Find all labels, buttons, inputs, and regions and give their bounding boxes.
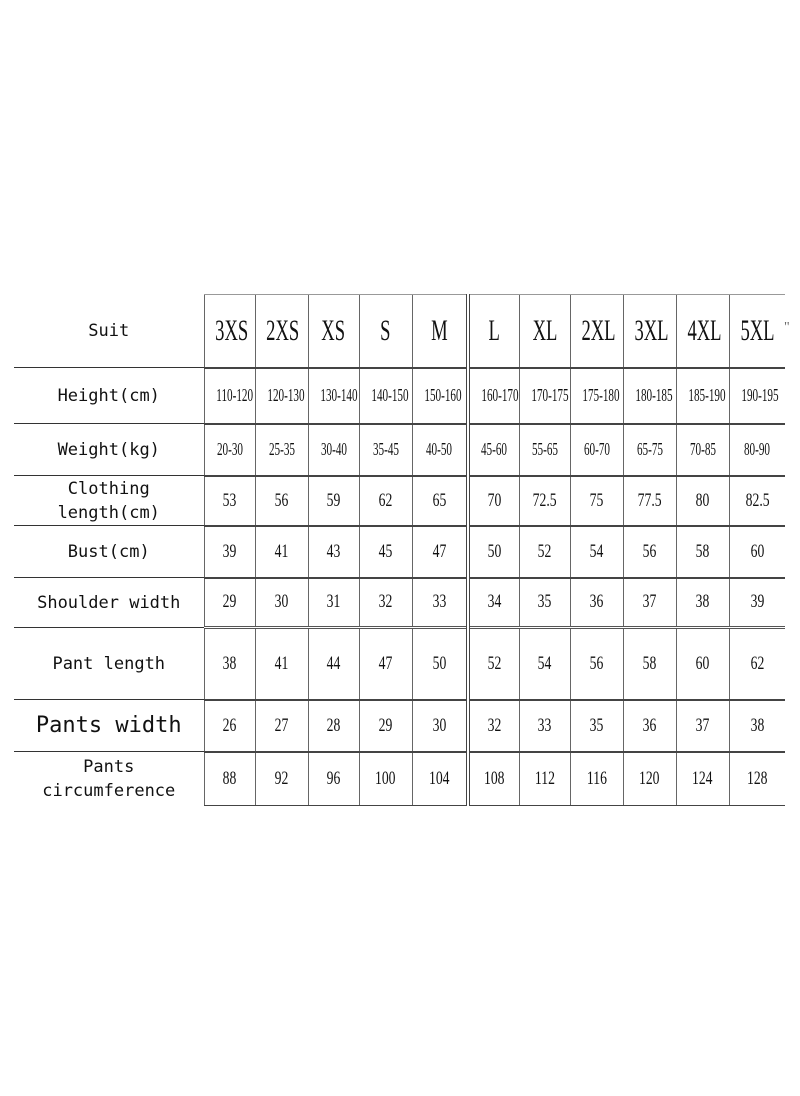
measurement-cell <box>255 476 308 526</box>
measurement-cell <box>359 476 412 526</box>
measurement-value: 175-180 <box>581 385 620 405</box>
measurement-cell <box>468 368 519 424</box>
measurement-cell <box>519 526 570 578</box>
measurement-label: Shoulder width <box>14 578 204 628</box>
measurement-value: 128 <box>746 767 768 789</box>
measurement-value: 38 <box>695 591 710 613</box>
measurement-value: 52 <box>487 652 502 674</box>
measurement-value: 150-160 <box>423 385 462 405</box>
measurement-value: 120-130 <box>266 385 305 405</box>
measurement-cell <box>204 700 255 752</box>
measurement-value: 120 <box>639 767 660 789</box>
measurement-row <box>14 526 785 578</box>
measurement-cell <box>519 424 570 476</box>
size-header-label: 2XL <box>580 313 616 347</box>
measurement-value: 58 <box>695 540 710 562</box>
measurement-value: 32 <box>378 591 393 613</box>
measurement-cell <box>308 368 359 424</box>
measurement-cell <box>676 628 729 700</box>
measurement-cell <box>570 752 623 806</box>
measurement-cell <box>412 700 468 752</box>
measurement-cell <box>623 700 676 752</box>
size-header-label: 4XL <box>686 313 722 347</box>
measurement-cell <box>468 628 519 700</box>
measurement-cell <box>412 424 468 476</box>
measurement-value: 32 <box>487 714 502 736</box>
size-header-label: L <box>488 313 500 347</box>
measurement-value: 62 <box>750 652 765 674</box>
measurement-cell <box>359 700 412 752</box>
measurement-value: 70 <box>487 489 502 511</box>
measurement-cell <box>519 578 570 628</box>
size-header-cell <box>676 295 729 368</box>
measurement-label: Pants circumference <box>42 756 176 801</box>
measurement-cell <box>676 578 729 628</box>
measurement-cell <box>255 578 308 628</box>
measurement-cell <box>204 526 255 578</box>
measurement-value: 45-60 <box>481 439 508 459</box>
measurement-cell <box>676 368 729 424</box>
measurement-value: 80 <box>695 489 710 511</box>
measurement-cell <box>412 476 468 526</box>
measurement-value: 34 <box>487 591 502 613</box>
measurement-value: 26 <box>222 714 237 736</box>
measurement-value: 55-65 <box>531 439 558 459</box>
measurement-cell <box>729 628 785 700</box>
measurement-value: 35 <box>537 591 552 613</box>
measurement-cell <box>519 628 570 700</box>
measurement-cell <box>519 476 570 526</box>
measurement-cell <box>729 700 785 752</box>
measurement-value: 35 <box>589 714 604 736</box>
size-header-label: 5XL <box>740 313 775 347</box>
measurement-row <box>14 752 785 806</box>
measurement-value: 75 <box>589 489 604 511</box>
measurement-value: 52 <box>537 540 552 562</box>
measurement-value: 180-185 <box>634 385 673 405</box>
measurement-value: 80-90 <box>744 439 771 459</box>
measurement-value: 36 <box>642 714 657 736</box>
measurement-value: 20-30 <box>216 439 243 459</box>
size-header-cell <box>204 295 255 368</box>
measurement-value: 170-175 <box>530 385 569 405</box>
size-header-label: XS <box>321 313 346 347</box>
measurement-cell <box>255 368 308 424</box>
measurement-cell <box>204 578 255 628</box>
measurement-cell <box>729 368 785 424</box>
measurement-value: 45 <box>378 540 393 562</box>
measurement-label: Pant length <box>14 628 204 700</box>
measurement-label: Height(cm) <box>14 368 204 424</box>
measurement-cell <box>623 424 676 476</box>
measurement-value: 37 <box>642 591 657 613</box>
measurement-cell <box>204 368 255 424</box>
suit-header-label: Suit <box>14 295 204 368</box>
measurement-cell <box>204 752 255 806</box>
measurement-cell <box>255 526 308 578</box>
size-header-cell <box>308 295 359 368</box>
cropped-edge-mark: " <box>784 320 790 335</box>
measurement-value: 30 <box>432 714 447 736</box>
measurement-cell <box>204 476 255 526</box>
measurement-cell <box>676 424 729 476</box>
size-header-label: 2XS <box>265 313 299 347</box>
measurement-value: 33 <box>432 591 447 613</box>
measurement-cell <box>468 526 519 578</box>
measurement-cell <box>308 700 359 752</box>
measurement-value: 36 <box>589 591 604 613</box>
measurement-value: 62 <box>378 489 393 511</box>
measurement-value: 38 <box>750 714 765 736</box>
measurement-label: Clothing length(cm) <box>14 476 204 526</box>
measurement-cell <box>468 700 519 752</box>
size-chart-table <box>14 294 785 806</box>
measurement-value: 104 <box>428 767 450 789</box>
measurement-value: 47 <box>378 652 393 674</box>
measurement-value: 96 <box>326 767 341 789</box>
measurement-value: 50 <box>432 652 447 674</box>
measurement-value: 56 <box>642 540 657 562</box>
measurement-cell <box>359 628 412 700</box>
measurement-cell <box>308 578 359 628</box>
measurement-value: 56 <box>589 652 604 674</box>
measurement-label: Weight(kg) <box>14 424 204 476</box>
measurement-row <box>14 700 785 752</box>
measurement-cell <box>676 700 729 752</box>
measurement-value: 116 <box>586 767 607 789</box>
measurement-value: 58 <box>642 652 657 674</box>
measurement-value: 54 <box>589 540 604 562</box>
measurement-value: 54 <box>537 652 552 674</box>
measurement-cell <box>359 752 412 806</box>
measurement-cell <box>623 578 676 628</box>
measurement-row <box>14 628 785 700</box>
measurement-cell <box>204 424 255 476</box>
size-header-label: M <box>430 313 448 347</box>
measurement-cell <box>623 752 676 806</box>
measurement-cell <box>519 700 570 752</box>
measurement-cell <box>359 526 412 578</box>
measurement-value: 38 <box>222 652 237 674</box>
measurement-cell <box>204 628 255 700</box>
size-header-cell <box>570 295 623 368</box>
measurement-value: 108 <box>483 767 505 789</box>
measurement-value: 30-40 <box>320 439 347 459</box>
measurement-cell <box>412 578 468 628</box>
measurement-value: 92 <box>274 767 289 789</box>
measurement-value: 140-150 <box>370 385 409 405</box>
measurement-cell <box>468 476 519 526</box>
measurement-value: 33 <box>537 714 552 736</box>
measurement-value: 30 <box>274 591 289 613</box>
measurement-cell <box>308 424 359 476</box>
size-header-label: 3XS <box>214 313 248 347</box>
measurement-value: 70-85 <box>689 439 716 459</box>
measurement-value: 29 <box>222 591 237 613</box>
measurement-value: 77.5 <box>637 489 662 511</box>
measurement-value: 47 <box>432 540 447 562</box>
measurement-label: Bust(cm) <box>14 526 204 578</box>
measurement-value: 130-140 <box>319 385 358 405</box>
size-header-label: 3XL <box>633 313 669 347</box>
measurement-value: 72.5 <box>532 489 557 511</box>
measurement-value: 28 <box>326 714 341 736</box>
measurement-value: 82.5 <box>745 489 770 511</box>
measurement-cell <box>412 368 468 424</box>
measurement-cell <box>308 526 359 578</box>
measurement-value: 60 <box>695 652 710 674</box>
measurement-cell <box>729 752 785 806</box>
measurement-value: 56 <box>274 489 289 511</box>
measurement-value: 65 <box>432 489 447 511</box>
measurement-value: 65-75 <box>636 439 663 459</box>
measurement-cell <box>255 700 308 752</box>
measurement-cell <box>468 752 519 806</box>
measurement-cell <box>308 476 359 526</box>
measurement-cell <box>570 526 623 578</box>
measurement-value: 53 <box>222 489 237 511</box>
measurement-value: 39 <box>750 591 765 613</box>
measurement-label: Pants width <box>14 700 204 752</box>
measurement-cell <box>570 424 623 476</box>
size-header-cell <box>519 295 570 368</box>
measurement-value: 60 <box>750 540 765 562</box>
measurement-cell <box>359 578 412 628</box>
measurement-value: 88 <box>222 767 237 789</box>
measurement-cell <box>359 368 412 424</box>
size-header-cell <box>729 295 785 368</box>
measurement-cell <box>676 752 729 806</box>
measurement-value: 35-45 <box>372 439 399 459</box>
measurement-value: 40-50 <box>426 439 453 459</box>
measurement-value: 44 <box>326 652 341 674</box>
measurement-cell <box>729 578 785 628</box>
measurement-value: 25-35 <box>268 439 295 459</box>
measurement-value: 100 <box>375 767 396 789</box>
measurement-cell <box>623 368 676 424</box>
size-header-cell <box>359 295 412 368</box>
measurement-value: 112 <box>534 767 555 789</box>
size-header-cell <box>412 295 468 368</box>
measurement-cell <box>468 424 519 476</box>
measurement-cell <box>412 526 468 578</box>
size-header-row <box>14 295 785 368</box>
size-header-cell <box>623 295 676 368</box>
measurement-value: 37 <box>695 714 710 736</box>
measurement-cell <box>570 476 623 526</box>
size-header-label: S <box>380 313 391 347</box>
measurement-cell <box>729 526 785 578</box>
measurement-value: 41 <box>274 540 289 562</box>
size-header-cell <box>255 295 308 368</box>
measurement-cell <box>519 368 570 424</box>
measurement-cell <box>570 628 623 700</box>
measurement-cell <box>308 752 359 806</box>
measurement-cell <box>255 424 308 476</box>
measurement-cell <box>570 578 623 628</box>
measurement-cell <box>570 700 623 752</box>
measurement-value: 190-195 <box>740 385 779 405</box>
measurement-row <box>14 578 785 628</box>
measurement-cell <box>519 752 570 806</box>
measurement-cell <box>623 526 676 578</box>
measurement-cell <box>729 424 785 476</box>
measurement-row <box>14 476 785 526</box>
measurement-value: 59 <box>326 489 341 511</box>
measurement-cell <box>412 628 468 700</box>
measurement-value: 160-170 <box>481 385 519 405</box>
measurement-cell <box>308 628 359 700</box>
measurement-cell <box>468 578 519 628</box>
measurement-cell <box>570 368 623 424</box>
measurement-value: 27 <box>274 714 289 736</box>
measurement-value: 124 <box>692 767 713 789</box>
measurement-value: 29 <box>378 714 393 736</box>
measurement-value: 110-120 <box>215 385 253 405</box>
measurement-cell <box>255 752 308 806</box>
measurement-value: 39 <box>222 540 237 562</box>
measurement-cell <box>412 752 468 806</box>
measurement-value: 185-190 <box>687 385 726 405</box>
size-header-label: XL <box>532 313 557 347</box>
measurement-value: 41 <box>274 652 289 674</box>
measurement-cell <box>359 424 412 476</box>
measurement-row <box>14 424 785 476</box>
size-header-cell <box>468 295 519 368</box>
measurement-cell <box>255 628 308 700</box>
measurement-cell <box>729 476 785 526</box>
measurement-value: 43 <box>326 540 341 562</box>
measurement-cell <box>676 526 729 578</box>
measurement-row <box>14 368 785 424</box>
size-chart-body <box>14 295 785 806</box>
measurement-value: 50 <box>487 540 502 562</box>
measurement-cell <box>676 476 729 526</box>
measurement-cell <box>623 476 676 526</box>
measurement-cell <box>623 628 676 700</box>
measurement-value: 60-70 <box>583 439 610 459</box>
measurement-value: 31 <box>326 591 341 613</box>
